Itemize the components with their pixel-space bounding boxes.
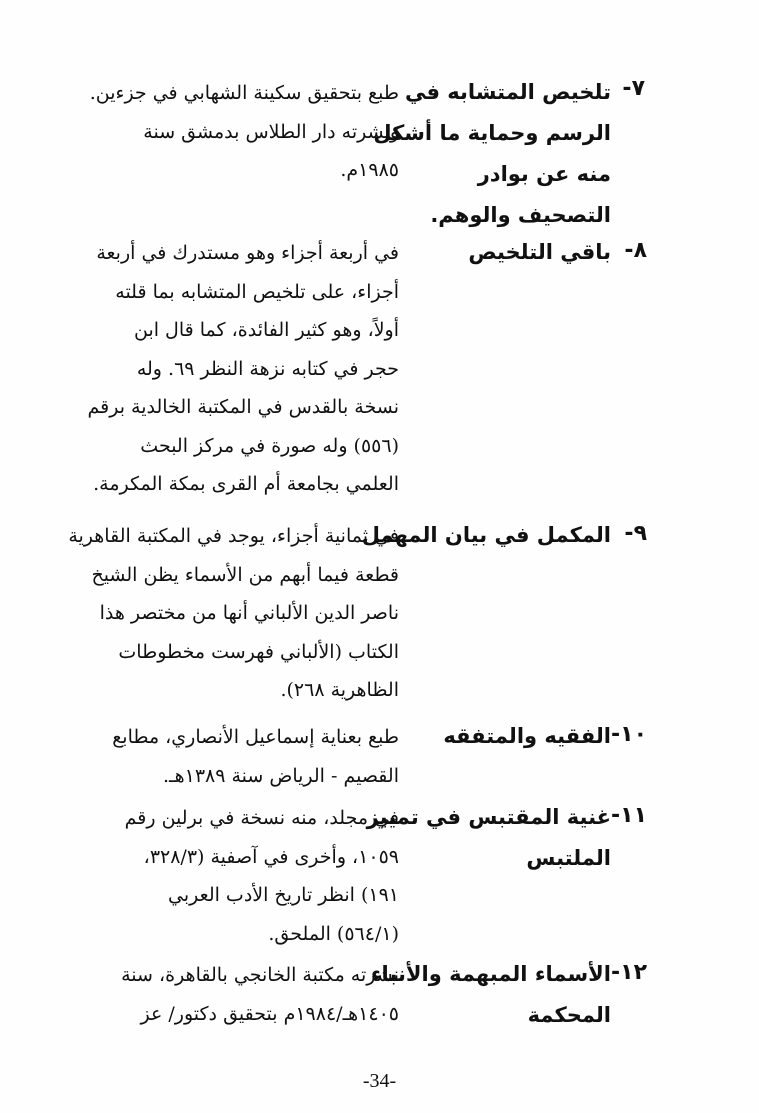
body-line: الكتاب (الألباني فهرست مخطوطات	[118, 640, 399, 663]
title-line: المحكمة	[527, 1003, 611, 1027]
entry-body	[89, 799, 399, 953]
entry-title	[361, 515, 611, 556]
body-line: قطعة فيما أبهم من الأسماء يظن الشيخ	[91, 563, 399, 586]
entry-title	[401, 716, 611, 757]
title-line: الرسم وحماية ما أشكل	[373, 121, 611, 145]
entry-number: ٧-	[622, 76, 645, 101]
body-line: أجزاء، على تلخيص المتشابه بما قلته	[115, 280, 399, 303]
body-line: القصيم - الرياض سنة ١٣٨٩هـ.	[162, 764, 399, 787]
entry-number: ١٢-	[611, 960, 647, 985]
body-line: ١٠٥٩، وأخرى في آصفية (٣٢٨/٣،	[143, 845, 399, 868]
body-line: العلمي بجامعة أم القرى بمكة المكرمة.	[93, 473, 399, 495]
entry-title	[373, 72, 611, 236]
title-line: تلخيص المتشابه في	[404, 80, 611, 104]
entry-body	[68, 517, 399, 710]
entry-title	[370, 954, 611, 1036]
body-line: ١٤٠٥هـ/١٩٨٤م بتحقيق دكتور/ عز	[140, 1002, 399, 1025]
body-line: نسخة بالقدس في المكتبة الخالدية برقم	[87, 396, 399, 418]
entry-body	[89, 718, 399, 795]
title-line: الملتبس	[526, 846, 611, 870]
body-line: ١٩٨٥م.	[340, 159, 399, 181]
entry-title	[366, 797, 611, 879]
title-line: منه عن بوادر	[477, 162, 611, 186]
entry-body	[89, 234, 399, 504]
body-line: نشرته مكتبة الخانجي بالقاهرة، سنة	[121, 964, 399, 986]
entry-number: ١١-	[611, 803, 647, 828]
body-line: أولاً، وهو كثير الفائدة، كما قال ابن	[133, 319, 399, 341]
body-line: في مجلد، منه نسخة في برلين رقم	[124, 807, 399, 829]
body-line: ونشرته دار الطلاس بدمشق سنة	[143, 120, 399, 143]
title-line: الأسماء المبهمة والأنباء	[370, 962, 611, 986]
entry-body	[89, 956, 399, 1033]
page-number: -34-	[362, 1070, 397, 1092]
title-line: المكمل في بيان المهمل	[361, 523, 611, 547]
entry-number: ٨-	[624, 238, 647, 263]
body-line: حجر في كتابه نزهة النظر ٦٩. وله	[136, 357, 399, 380]
title-line: غنية المقتبس في تمييز	[366, 805, 611, 829]
entry-body	[89, 74, 399, 190]
body-line: طبع بتحقيق سكينة الشهابي في جزءين.	[89, 82, 399, 104]
body-line: ١٩١) انظر تاريخ الأدب العربي	[168, 884, 399, 906]
body-line: في أربعة أجزاء وهو مستدرك في أربعة	[96, 242, 399, 264]
entry-title	[401, 232, 611, 273]
title-line: الفقيه والمتفقه	[443, 724, 611, 748]
body-line: الظاهرية ٢٦٨).	[280, 679, 399, 701]
title-line: باقي التلخيص	[468, 240, 611, 264]
body-line: ناصر الدين الألباني أنها من مختصر هذا	[99, 602, 399, 624]
body-line: (٥٦٤/١) الملحق.	[268, 922, 399, 945]
body-line: في ثمانية أجزاء، يوجد في المكتبة القاهرية	[68, 525, 399, 547]
entry-number: ١٠-	[611, 722, 647, 747]
title-line: التصحيف والوهم.	[430, 203, 611, 227]
entry-number: ٩-	[624, 521, 647, 546]
body-line: (٥٥٦) وله صورة في مركز البحث	[140, 434, 399, 457]
body-line: طبع بعناية إسماعيل الأنصاري، مطابع	[112, 726, 399, 748]
